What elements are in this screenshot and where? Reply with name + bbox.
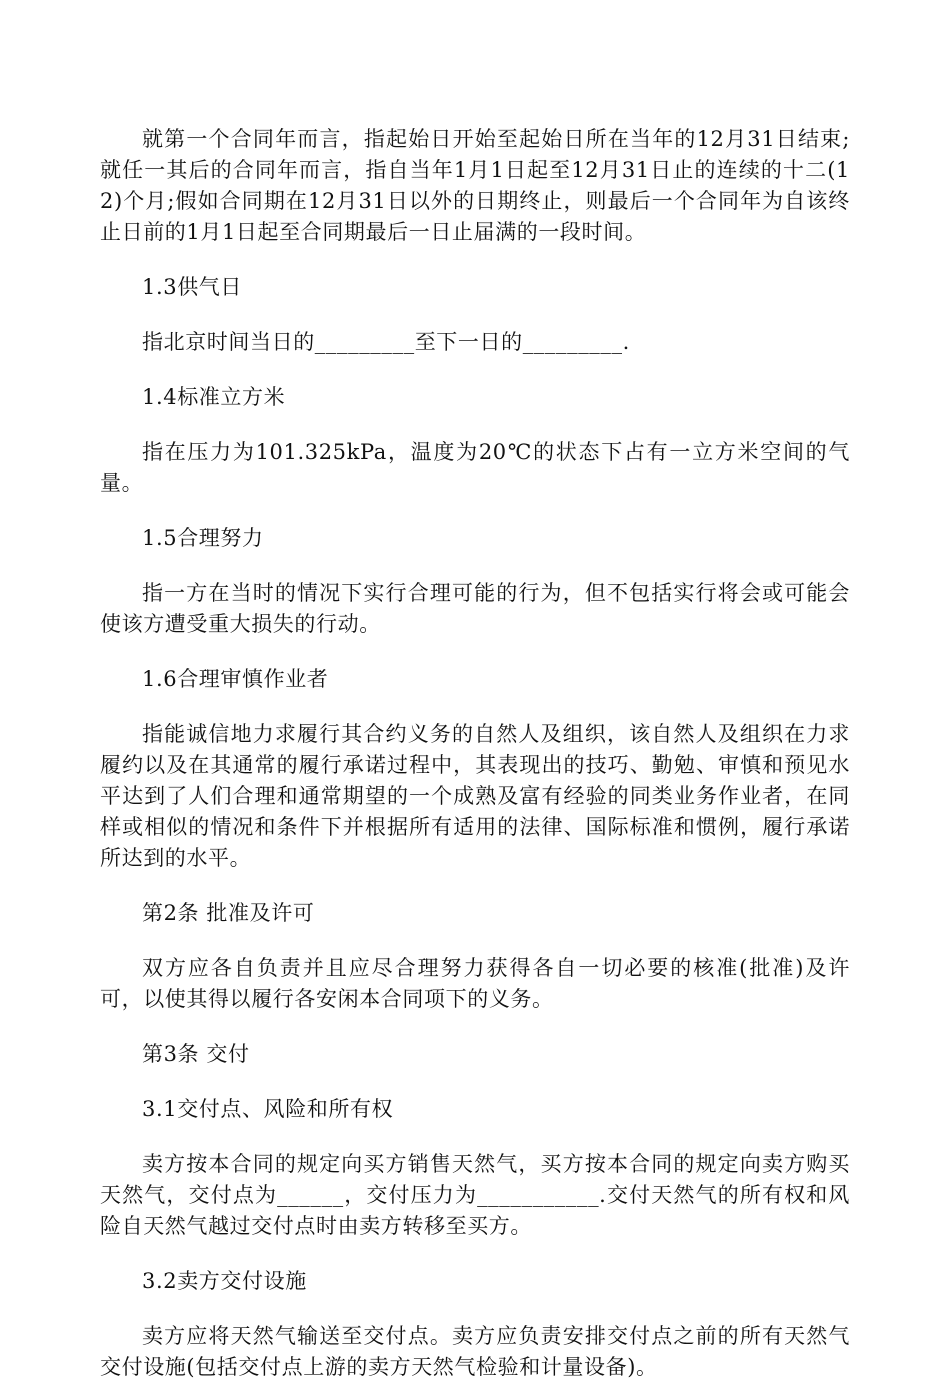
paragraph-gas-day: 指北京时间当日的_________至下一日的_________. xyxy=(142,330,630,354)
heading-3-2: 3.2卖方交付设施 xyxy=(142,1269,307,1293)
heading-1-5: 1.5合理努力 xyxy=(142,526,264,550)
paragraph-contract-year: 就第一个合同年而言，指起始日开始至起始日所在当年的12月31日结束;就任一其后的合同年而言，指自当年1月1日起至12月31日止的连续的十二(12)个月;假如合同期在12月31日以外的日期终止，则最后一个合同年为自该终止日前的1月1日起至合同期最后一日止届满的一段时间。 xyxy=(100,127,850,244)
heading-3-1: 3.1交付点、风险和所有权 xyxy=(142,1097,394,1121)
paragraph-standard-cubic-meter: 指在压力为101.325kPa，温度为20℃的状态下占有一立方米空间的气量。 xyxy=(100,440,850,495)
paragraph-delivery-point: 卖方按本合同的规定向买方销售天然气，买方按本合同的规定向卖方购买天然气，交付点为______，交付压力为___________.交付天然气的所有权和风险自天然气越过交付点时由卖方转移至买方。 xyxy=(100,1152,850,1238)
heading-article-2: 第2条 批准及许可 xyxy=(142,901,315,925)
paragraph-prudent-operator: 指能诚信地力求履行其合约义务的自然人及组织，该自然人及组织在力求履约以及在其通常的履行承诺过程中，其表现出的技巧、勤勉、审慎和预见水平达到了人们合理和通常期望的一个成熟及富有经验的同类业务作业者，在同样或相似的情况和条件下并根据所有适用的法律、国际标准和惯例，履行承诺所达到的水平。 xyxy=(100,722,850,870)
heading-1-4: 1.4标准立方米 xyxy=(142,385,286,409)
heading-1-3: 1.3供气日 xyxy=(142,275,242,299)
paragraph-seller-facilities: 卖方应将天然气输送至交付点。卖方应负责安排交付点之前的所有天然气交付设施(包括交付点上游的卖方天然气检验和计量设备)。 xyxy=(100,1324,850,1379)
heading-article-3: 第3条 交付 xyxy=(142,1042,250,1066)
heading-1-6: 1.6合理审慎作业者 xyxy=(142,667,329,691)
paragraph-approvals: 双方应各自负责并且应尽合理努力获得各自一切必要的核准(批准)及许可，以使其得以履行各安闲本合同项下的义务。 xyxy=(100,956,850,1011)
document-page xyxy=(100,124,850,1383)
paragraph-reasonable-effort: 指一方在当时的情况下实行合理可能的行为，但不包括实行将会或可能会使该方遭受重大损失的行动。 xyxy=(100,581,850,636)
